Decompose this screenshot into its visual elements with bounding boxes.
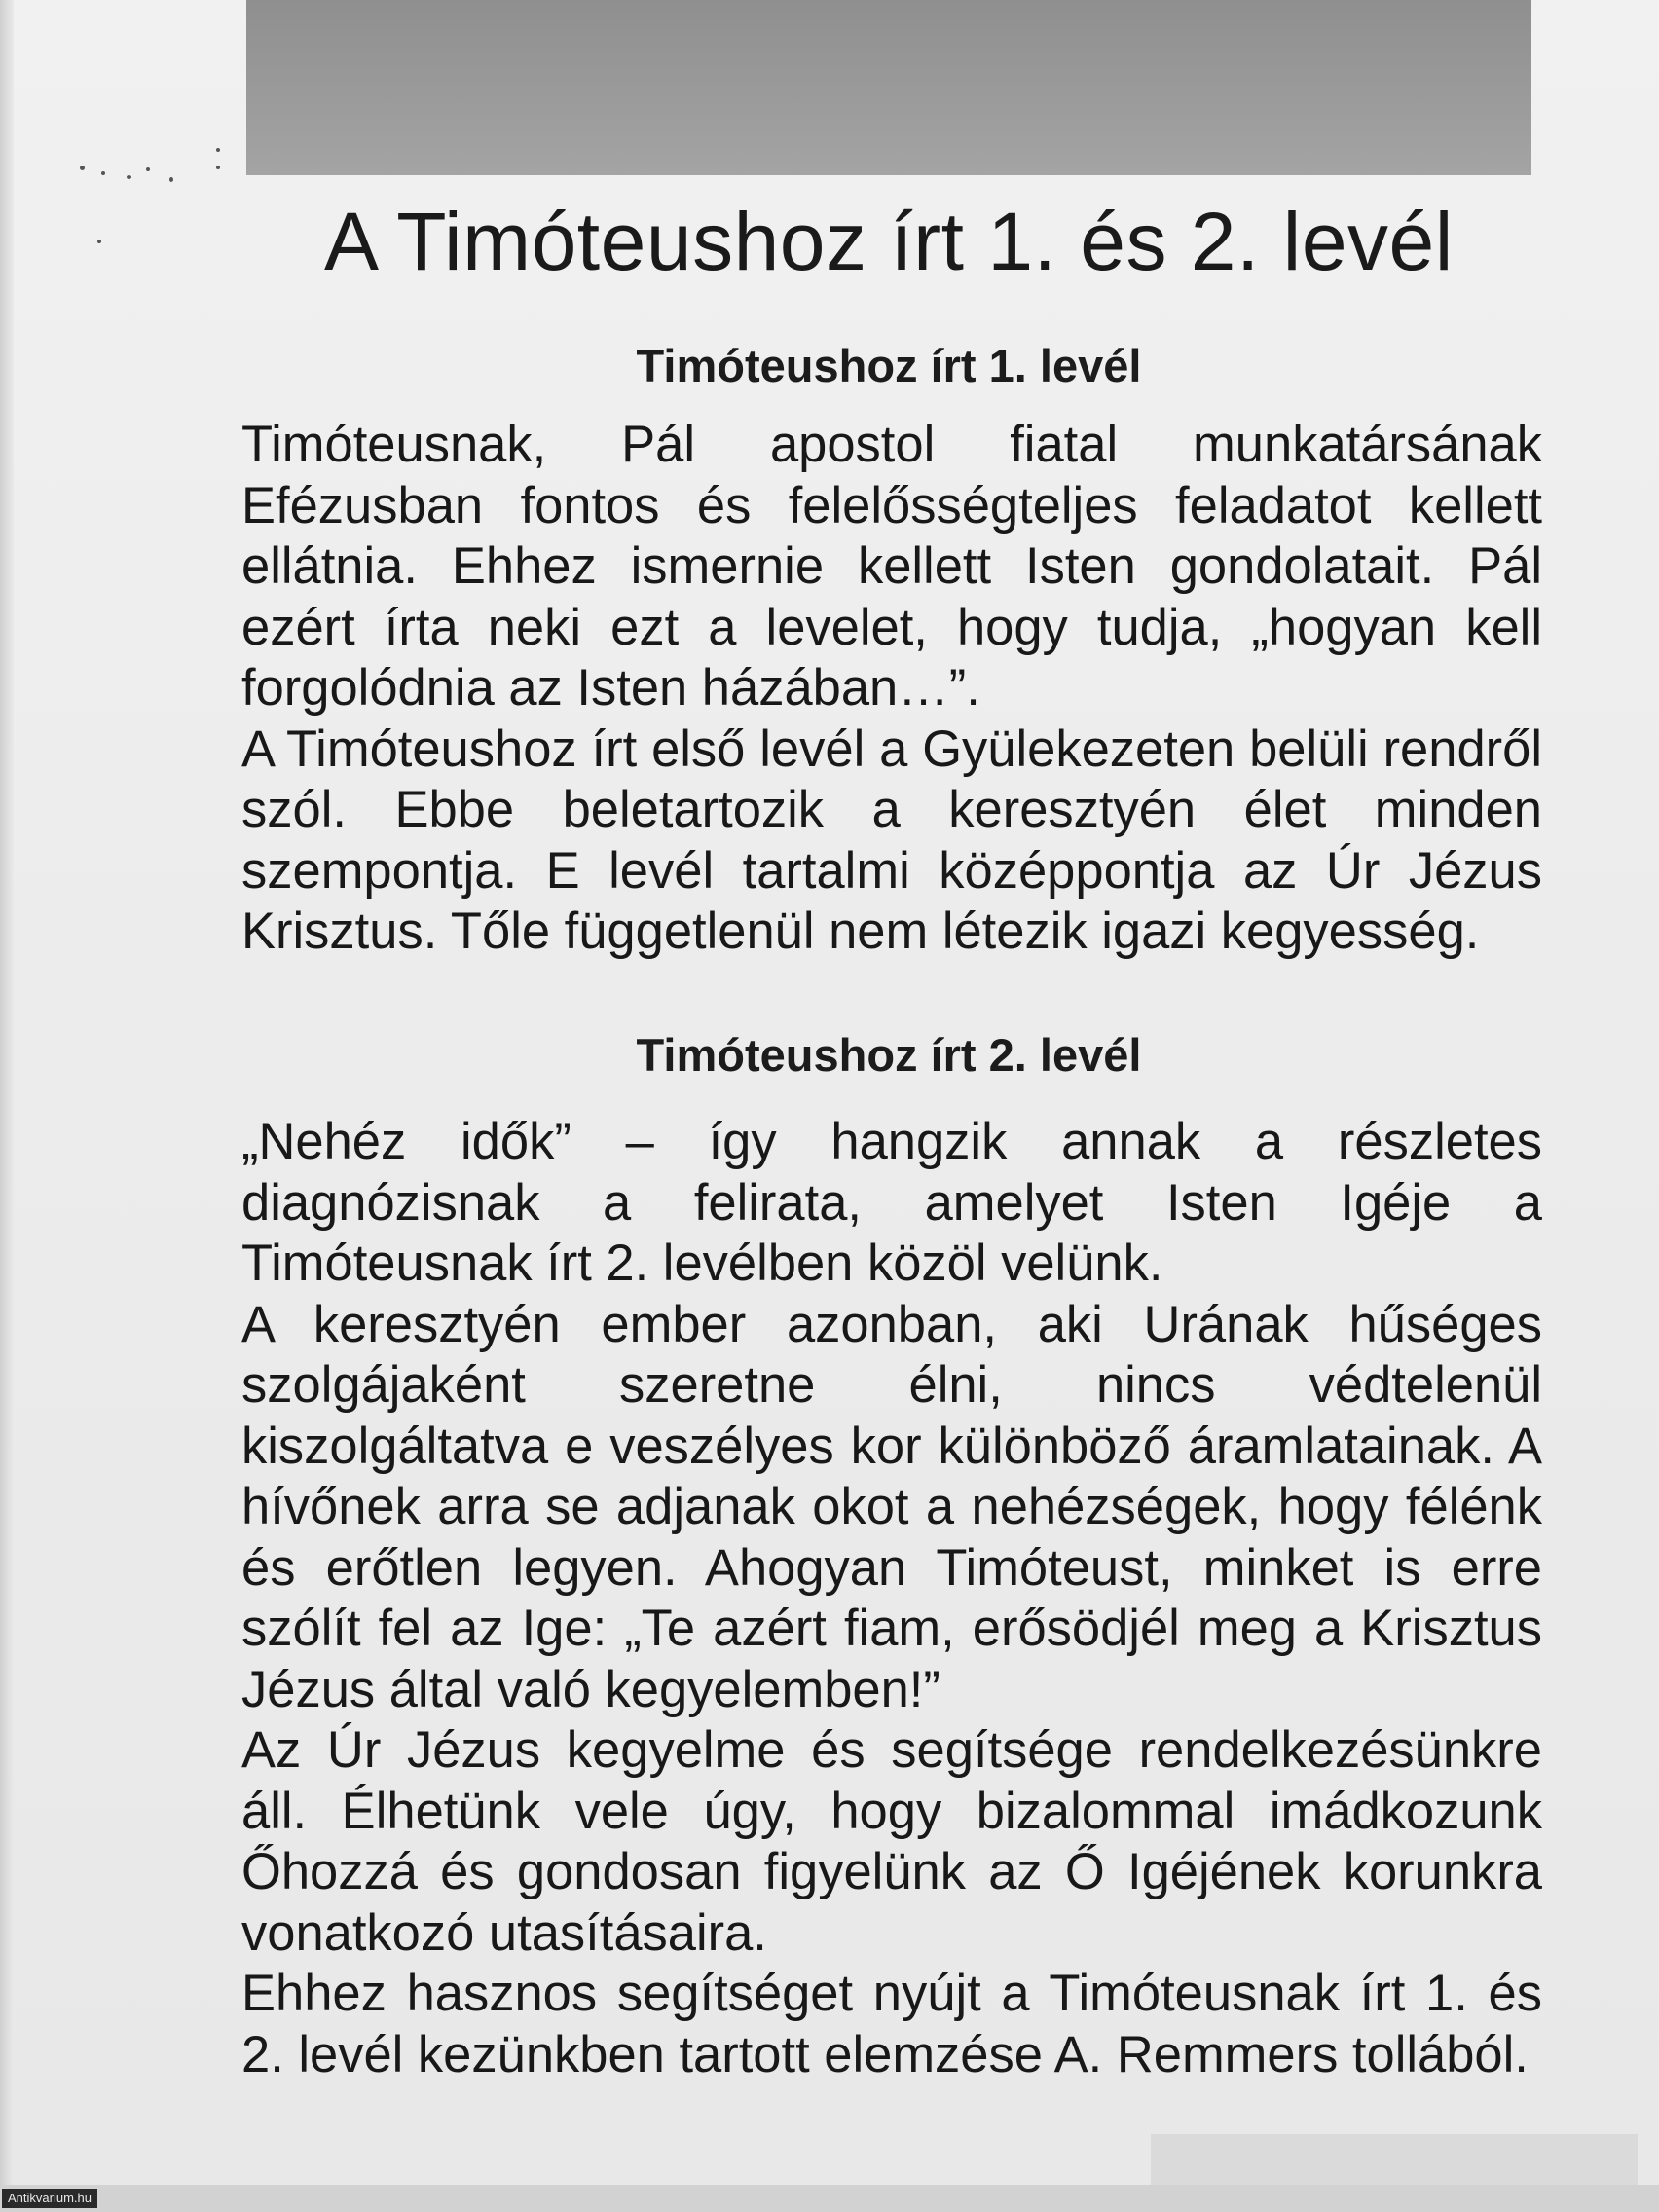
section-heading-first-letter: Timóteushoz írt 1. levél	[636, 340, 1142, 391]
dust-speck	[216, 166, 220, 169]
paragraph: Timóteusnak, Pál apostol fiatal munkatársának Efézusban fontos és felelősségteljes feladatot kellett ellátnia. Ehhez ismernie kellett Isten gondolatait. Pál ezért írta neki ezt a levelet, hogy tudja, „hogyan kell forgolódnia az Isten házában…”.	[241, 416, 1542, 717]
paragraph: „Nehéz idők” – így hangzik annak a részletes diagnózisnak a felirata, amelyet Isten Igéje a Timóteusnak írt 2. levélben közöl velünk.	[241, 1113, 1542, 1292]
dust-speck	[101, 171, 105, 175]
dust-speck	[97, 240, 101, 243]
section-body-first-letter	[241, 415, 1542, 963]
dust-speck	[80, 166, 85, 170]
paragraph: A keresztyén ember azonban, aki Urának hűséges szolgájaként szeretne élni, nincs védtelenül kiszolgáltatva e veszélyes kor különböző áramlatainak. A hívőnek arra se adjanak okot a nehézségek, hogy félénk és erőtlen legyen. Ahogyan Timóteust, minket is erre szólít fel az Ige: „Te azért fiam, erősödjél meg a Krisztus Jézus által való kegyelemben!”	[241, 1295, 1542, 1718]
paragraph: Az Úr Jézus kegyelme és segítsége rendelkezésünkre áll. Élhetünk vele úgy, hogy bizalommal imádkozunk Őhozzá és gondosan figyelünk az Ő Igéjének korunkra vonatkozó utasításaira.	[241, 1721, 1542, 1962]
page-left-edge	[0, 0, 14, 2212]
paragraph: Ehhez hasznos segítséget nyújt a Timóteusnak írt 1. és 2. levél kezünkben tartott elemzése A. Remmers tollából.	[241, 1965, 1542, 2083]
dust-speck	[216, 148, 220, 152]
top-gray-block	[246, 0, 1531, 175]
dust-speck	[169, 177, 173, 182]
section-body-second-letter	[241, 1112, 1542, 2085]
paragraph: A Timóteushoz írt első levél a Gyülekezeten belüli rendről szól. Ebbe beletartozik a keresztyén élet minden szempontja. E levél tartalmi középpontja az Úr Jézus Krisztus. Tőle függetlenül nem létezik igazi kegyesség.	[241, 719, 1542, 960]
dust-speck	[146, 167, 150, 171]
dust-speck	[127, 175, 131, 179]
bottom-edge-strip	[0, 2185, 1659, 2212]
section-heading-second-letter: Timóteushoz írt 2. levél	[636, 1029, 1142, 1081]
page-title: A Timóteushoz írt 1. és 2. levél	[324, 196, 1454, 287]
watermark: Antikvarium.hu	[2, 2189, 97, 2208]
